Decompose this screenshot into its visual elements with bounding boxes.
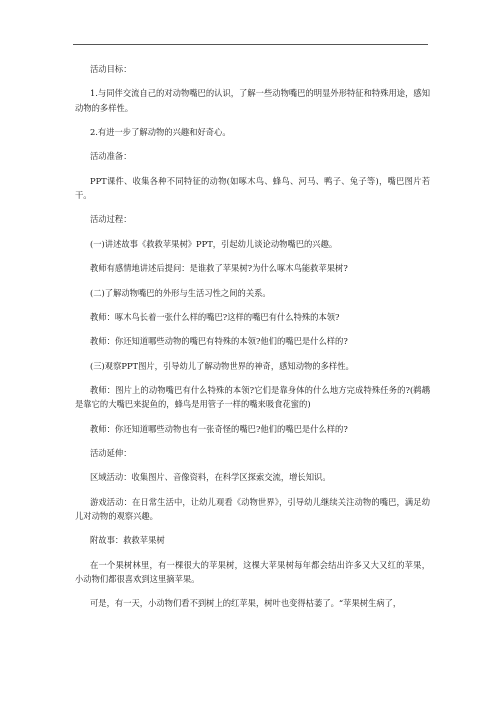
paragraph: (三)观察PPT图片，引导幼儿了解动物世界的神奇，感知动物的多样性。 — [90, 360, 354, 371]
paragraph: PPT课件、收集各种不同特征的动物(如啄木鸟、蜂鸟、河马、鸭子、兔子等)，嘴巴图片若干。 — [75, 175, 430, 200]
paragraph: 教师：图片上的动物嘴巴有什么特殊的本领?它们是靠身体的什么地方完成特殊任务的?(鹈鹕是靠它的大嘴巴来捉鱼的，蜂鸟是用管子一样的嘴来吸食花蜜的) — [75, 385, 430, 410]
document-body — [75, 62, 430, 621]
paragraph: 游戏活动：在日常生活中，让幼儿观看《动物世界》，引导幼儿继续关注动物的嘴巴，满足幼儿对动物的观察兴趣。 — [75, 496, 430, 522]
paragraph: 区域活动：收集图片、音像资料，在科学区探索交流，增长知识。 — [90, 472, 331, 483]
paragraph: 可是，有一天，小动物们看不到树上的红苹果，树叶也变得枯萎了。“苹果树生病了， — [90, 598, 402, 609]
paragraph: (一)讲述故事《救救苹果树》PPT，引起幼儿谈论动物嘴巴的兴趣。 — [90, 238, 338, 249]
section-heading-process: 活动过程： — [90, 214, 132, 225]
paragraph: 教师：你还知道哪些动物的嘴巴有特殊的本领?他们的嘴巴是什么样的? — [90, 336, 348, 347]
section-heading-extension: 活动延伸： — [90, 448, 132, 459]
paragraph: 教师有感情地讲述后提问：是谁救了苹果树?为什么啄木鸟能救苹果树? — [90, 263, 348, 274]
section-heading-goals: 活动目标： — [90, 64, 132, 74]
paragraph: 2.有进一步了解动物的兴趣和好奇心。 — [90, 126, 231, 137]
paragraph: 在一个果树林里，有一棵很大的苹果树，这棵大苹果树每年都会结出许多又大又红的苹果，小动物们都很喜欢到这里摘苹果。 — [75, 559, 430, 585]
paragraph: 1.与同伴交流自己的对动物嘴巴的认识，了解一些动物嘴巴的明显外形特征和特殊用途，感知动物的多样性。 — [75, 88, 430, 113]
section-heading-preparation: 活动准备： — [90, 151, 132, 162]
paragraph: 教师：啄木鸟长着一张什么样的嘴巴?这样的嘴巴有什么特殊的本领? — [90, 311, 340, 322]
header-rule — [73, 44, 428, 45]
paragraph: 教师：你还知道哪些动物也有一张奇怪的嘴巴?他们的嘴巴是什么样的? — [90, 423, 348, 434]
paragraph: (二)了解动物嘴巴的外形与生活习性之间的关系。 — [90, 287, 271, 298]
section-heading-story: 附故事：救救苹果树 — [90, 535, 165, 546]
